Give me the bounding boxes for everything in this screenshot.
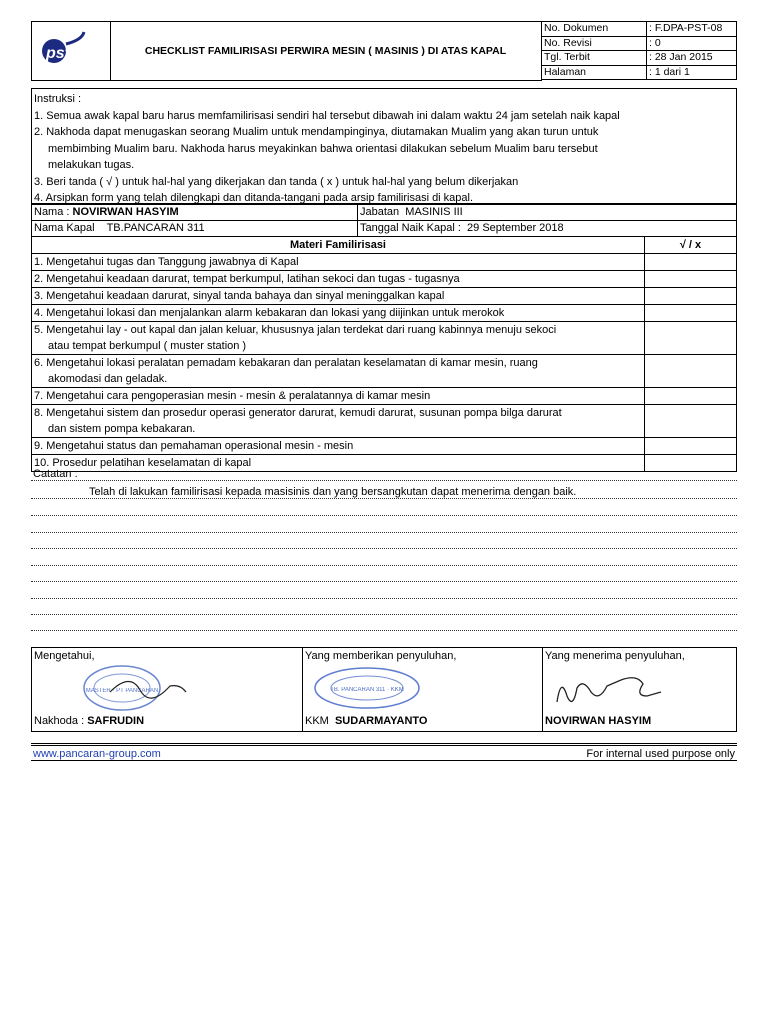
name-value: NOVIRWAN HASYIM [72, 206, 179, 218]
item-text: 10. Prosedur pelatihan keselamatan di kapal [32, 455, 645, 472]
checklist-row [32, 254, 737, 271]
check-cell[interactable] [645, 355, 737, 388]
notes-line [31, 548, 737, 549]
notes-line [31, 598, 737, 599]
trainee-signoff [545, 715, 651, 727]
check-cell[interactable] [645, 438, 737, 455]
website-link[interactable]: www.pancaran-group.com [33, 748, 161, 760]
item-text: 7. Mengetahui cara pengoperasian mesin - mesin & peralatannya di kamar mesin [32, 388, 645, 405]
captain-stamp-signature [80, 662, 190, 714]
signature-section [31, 647, 737, 732]
date-cell [358, 221, 737, 237]
date-value: 29 September 2018 [467, 222, 564, 234]
instruction-line: 2. Nakhoda dapat menugaskan seorang Mualim untuk mendampinginya, diutamakan Mualim yang akan turun untuk [34, 126, 599, 138]
position-cell [358, 205, 737, 221]
instruction-line: 4. Arsipkan form yang telah dilengkapi dan ditanda-tangani pada arsip familirisasi di kapal. [34, 192, 474, 204]
item-text: 1. Mengetahui tugas dan Tanggung jawabnya di Kapal [32, 254, 645, 271]
captain-name: SAFRUDIN [87, 715, 145, 727]
doc-value: : 28 Jan 2015 [647, 51, 737, 66]
check-cell[interactable] [645, 388, 737, 405]
checklist-row [32, 305, 737, 322]
ship-label: Nama Kapal [34, 222, 95, 234]
check-cell[interactable] [645, 271, 737, 288]
kkm-role: KKM [305, 715, 329, 727]
svg-text:MASTER · PT PANCARAN: MASTER · PT PANCARAN [85, 688, 159, 694]
checklist-row [32, 271, 737, 288]
instructions-heading: Instruksi : [34, 93, 82, 105]
notes-text[interactable]: Telah di lakukan familirisasi kepada masisinis dan yang bersangkutan dapat menerima dengan baik. [89, 486, 577, 498]
kkm-name: SUDARMAYANTO [334, 715, 428, 727]
doc-value: : 0 [647, 36, 737, 51]
item-line: 8. Mengetahui sistem dan prosedur operasi generator darurat, kemudi darurat, susunan pompa bilga darurat [34, 407, 562, 419]
instruction-line: membimbing Mualim baru. Nakhoda harus meyakinkan bahwa orientasi dilakukan sebelum Mualim baru tersebut [48, 142, 598, 155]
kkm-heading: Yang memberikan penyuluhan, [305, 650, 457, 662]
doc-row [542, 51, 737, 66]
doc-label: Halaman [542, 65, 647, 80]
kkm-signoff [305, 715, 427, 727]
checklist-row [32, 438, 737, 455]
item-line: 5. Mengetahui lay - out kapal dan jalan keluar, khususnya jalan terdekat dari ruang kabinnya menuju sekoci [34, 324, 557, 336]
signature-col-kkm [302, 648, 542, 731]
notes-line [31, 532, 737, 533]
item-line: 6. Mengetahui lokasi peralatan pemadam kebakaran dan peralatan keselamatan di kamar mesin, ruang [34, 357, 538, 369]
checklist-row [32, 355, 737, 388]
instruction-line: melakukan tugas. [48, 159, 135, 171]
checklist-row [32, 288, 737, 305]
doc-row [542, 36, 737, 51]
notes-line [31, 565, 737, 566]
logo-box [31, 21, 111, 81]
item-line: atau tempat berkumpul ( muster station ) [48, 340, 247, 352]
check-cell[interactable] [645, 322, 737, 355]
document-info-table [541, 21, 737, 80]
checklist-row [32, 322, 737, 355]
document-header [31, 21, 737, 81]
footer [31, 743, 737, 761]
doc-label: No. Revisi [542, 36, 647, 51]
doc-label: Tgl. Terbit [542, 51, 647, 66]
name-cell [32, 205, 358, 221]
captain-role: Nakhoda : [34, 715, 85, 727]
signature-col-trainee [542, 648, 736, 731]
document-title: CHECKLIST FAMILIRISASI PERWIRA MESIN ( MASINIS ) DI ATAS KAPAL [110, 21, 542, 81]
svg-text:TB. PANCARAN 311 · KKM: TB. PANCARAN 311 · KKM [330, 687, 404, 693]
doc-row [542, 22, 737, 37]
date-label: Tanggal Naik Kapal : [360, 222, 461, 234]
svg-text:pst: pst [46, 45, 70, 62]
company-logo [32, 22, 110, 80]
captain-heading: Mengetahui, [34, 650, 95, 662]
notes-line [31, 498, 737, 499]
item-text: 3. Mengetahui keadaan darurat, sinyal tanda bahaya dan sinyal meninggalkan kapal [32, 288, 645, 305]
notes-line [31, 581, 737, 582]
notes-line [31, 480, 737, 481]
purpose-note: For internal used purpose only [586, 748, 735, 760]
instruction-line: 3. Beri tanda ( √ ) untuk hal-hal yang dikerjakan dan tanda ( x ) untuk hal-hal yang belum dikerjakan [34, 175, 519, 188]
check-cell[interactable] [645, 405, 737, 438]
notes-line [31, 614, 737, 615]
material-header: Materi Familirisasi [32, 237, 645, 254]
trainee-signature [547, 666, 667, 714]
checklist-row [32, 405, 737, 438]
item-text: 9. Mengetahui status dan pemahaman operasional mesin - mesin [32, 438, 645, 455]
ship-value: TB.PANCARAN 311 [106, 222, 205, 234]
notes-line [31, 630, 737, 631]
ship-cell [32, 221, 358, 237]
crew-info-table [31, 204, 737, 237]
doc-label: No. Dokumen [542, 22, 647, 37]
doc-row [542, 65, 737, 80]
notes-label: Catatan : [33, 468, 78, 480]
item-text [32, 355, 645, 388]
checklist-row [32, 388, 737, 405]
item-text [32, 322, 645, 355]
position-value: MASINIS III [405, 206, 463, 218]
familiarization-checklist [31, 236, 737, 472]
item-line: akomodasi dan geladak. [48, 373, 168, 385]
item-text: 4. Mengetahui lokasi dan menjalankan alarm kebakaran dan lokasi yang diijinkan untuk merokok [32, 305, 645, 322]
item-text: 2. Mengetahui keadaan darurat, tempat berkumpul, latihan sekoci dan tugas - tugasnya [32, 271, 645, 288]
check-cell[interactable] [645, 288, 737, 305]
item-line: dan sistem pompa kebakaran. [48, 423, 196, 435]
signature-col-captain [32, 648, 302, 731]
check-cell[interactable] [645, 254, 737, 271]
notes-section [31, 466, 737, 636]
captain-signoff [34, 715, 144, 727]
item-text [32, 405, 645, 438]
trainee-heading: Yang menerima penyuluhan, [545, 650, 685, 662]
instruction-line: 1. Semua awak kapal baru harus memfamilirisasi sendiri hal tersebut dibawah ini dalam waktu 24 jam setelah naik kapal [34, 109, 620, 122]
name-label: Nama : [34, 206, 70, 218]
check-cell[interactable] [645, 305, 737, 322]
doc-value: : 1 dari 1 [647, 65, 737, 80]
doc-value: : F.DPA-PST-08 [647, 22, 737, 37]
notes-line [31, 515, 737, 516]
position-label: Jabatan [360, 206, 400, 218]
trainee-name: NOVIRWAN HASYIM [545, 715, 652, 727]
kkm-stamp [311, 664, 421, 712]
instructions-block [31, 88, 737, 204]
check-header: √ / x [645, 237, 737, 254]
